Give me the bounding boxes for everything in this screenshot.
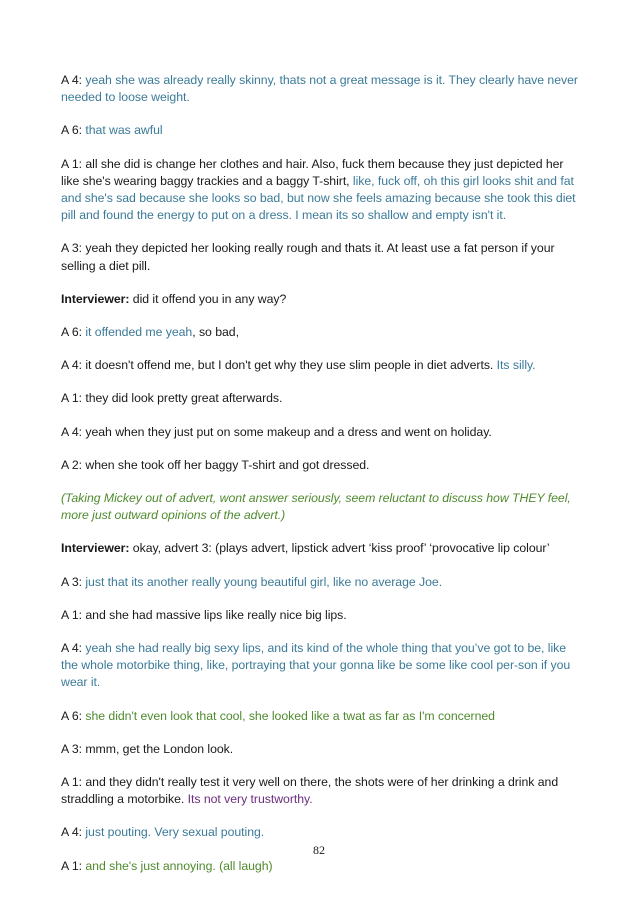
transcript-text: like, fuck off, oh this girl looks shit and fat and she's sad because she looks so bad, but now she feels amazing because she took this diet pill and found the energy to put on a dress. I mean its so shallow and empty isn't it. [61, 173, 576, 223]
transcript-text: she didn't even look that cool, she looked like a twat as far as I'm concerned [85, 708, 495, 723]
transcript-text: A 3: [61, 574, 86, 589]
transcript-text: A 4: it doesn't offend me, but I don't get why they use slim people in diet adverts. [61, 358, 497, 373]
transcript-paragraph [61, 824, 581, 841]
transcript-paragraph [61, 457, 581, 474]
speaker-label: Interviewer: [61, 291, 130, 306]
transcript-text: just pouting. Very sexual pouting. [85, 825, 265, 840]
transcript-text: that was awful [85, 123, 163, 138]
transcript-text: A 1: [61, 858, 86, 873]
transcript-paragraph [61, 357, 581, 374]
transcript-paragraph [61, 424, 581, 441]
transcript-text: A 2: when she took off her baggy T-shirt and got dressed. [61, 457, 370, 472]
transcript-text: , so bad, [192, 325, 239, 340]
transcript-paragraph [61, 640, 581, 692]
transcript-paragraph [61, 490, 581, 524]
transcript-paragraph [61, 390, 581, 407]
transcript-text: A 1: and they didn't really test it very well on there, the shots were of her drinking a drink and straddling a motorbike. [61, 775, 559, 807]
transcript-text: A 1: they did look pretty great afterwards. [61, 391, 283, 406]
transcript-text: A 6: [61, 325, 86, 340]
transcript-text: A 4: [61, 641, 86, 656]
transcript-text: and she's just annoying. (all laugh) [85, 858, 273, 873]
transcript-paragraph [61, 72, 581, 106]
transcript-paragraph [61, 708, 581, 725]
transcript-text: Its silly. [496, 358, 536, 373]
speaker-label: Interviewer: [61, 541, 130, 556]
page-number: 82 [313, 843, 325, 857]
transcript-text: okay, advert 3: (plays advert, lipstick advert ‘kiss proof’ ‘provocative lip colour’ [129, 541, 550, 556]
transcript-text: yeah she had really big sexy lips, and its kind of the whole thing that you’ve got to be, like the whole motorbike thing, like, portraying that your gonna like be some like cool per-son if you wear it. [61, 641, 571, 690]
transcript-text: A 3: mmm, get the London look. [61, 741, 234, 756]
transcript-paragraph [61, 540, 581, 557]
transcript-paragraph [61, 122, 581, 139]
document-body [61, 72, 581, 891]
transcript-text: (Taking Mickey out of advert, wont answer seriously, seem reluctant to discuss how THEY feel, more just outward opinions of the advert.) [61, 491, 571, 523]
transcript-text: A 1: all she did is change her clothes and hair. Also, fuck them because they just depicted her like she's wearing baggy trackies and a baggy T-shirt, [61, 156, 564, 188]
transcript-text: A 6: [61, 708, 86, 723]
transcript-text: A 4: [61, 73, 86, 87]
transcript-paragraph [61, 741, 581, 758]
transcript-text: A 4: [61, 825, 86, 840]
transcript-paragraph [61, 607, 581, 624]
transcript-paragraph [61, 858, 581, 875]
transcript-text: Its not very trustworthy. [187, 792, 313, 807]
transcript-text: A 6: [61, 123, 86, 138]
transcript-text: yeah she was already really skinny, thats not a great message is it. They clearly have never needed to loose weight. [61, 73, 578, 105]
transcript-text: A 4: yeah when they just put on some makeup and a dress and went on holiday. [61, 424, 492, 439]
transcript-text: just that its another really young beautiful girl, like no average Joe. [85, 574, 443, 589]
transcript-text: did it offend you in any way? [129, 291, 287, 306]
transcript-paragraph [61, 240, 581, 274]
transcript-paragraph [61, 324, 581, 341]
transcript-text: it offended me yeah [85, 325, 193, 340]
transcript-paragraph [61, 774, 581, 808]
transcript-text: A 1: and she had massive lips like really nice big lips. [61, 607, 347, 622]
transcript-text: A 3: yeah they depicted her looking really rough and thats it. At least use a fat person if your selling a diet pill. [61, 241, 555, 273]
transcript-paragraph [61, 156, 581, 225]
transcript-paragraph [61, 574, 581, 591]
transcript-paragraph [61, 291, 581, 308]
